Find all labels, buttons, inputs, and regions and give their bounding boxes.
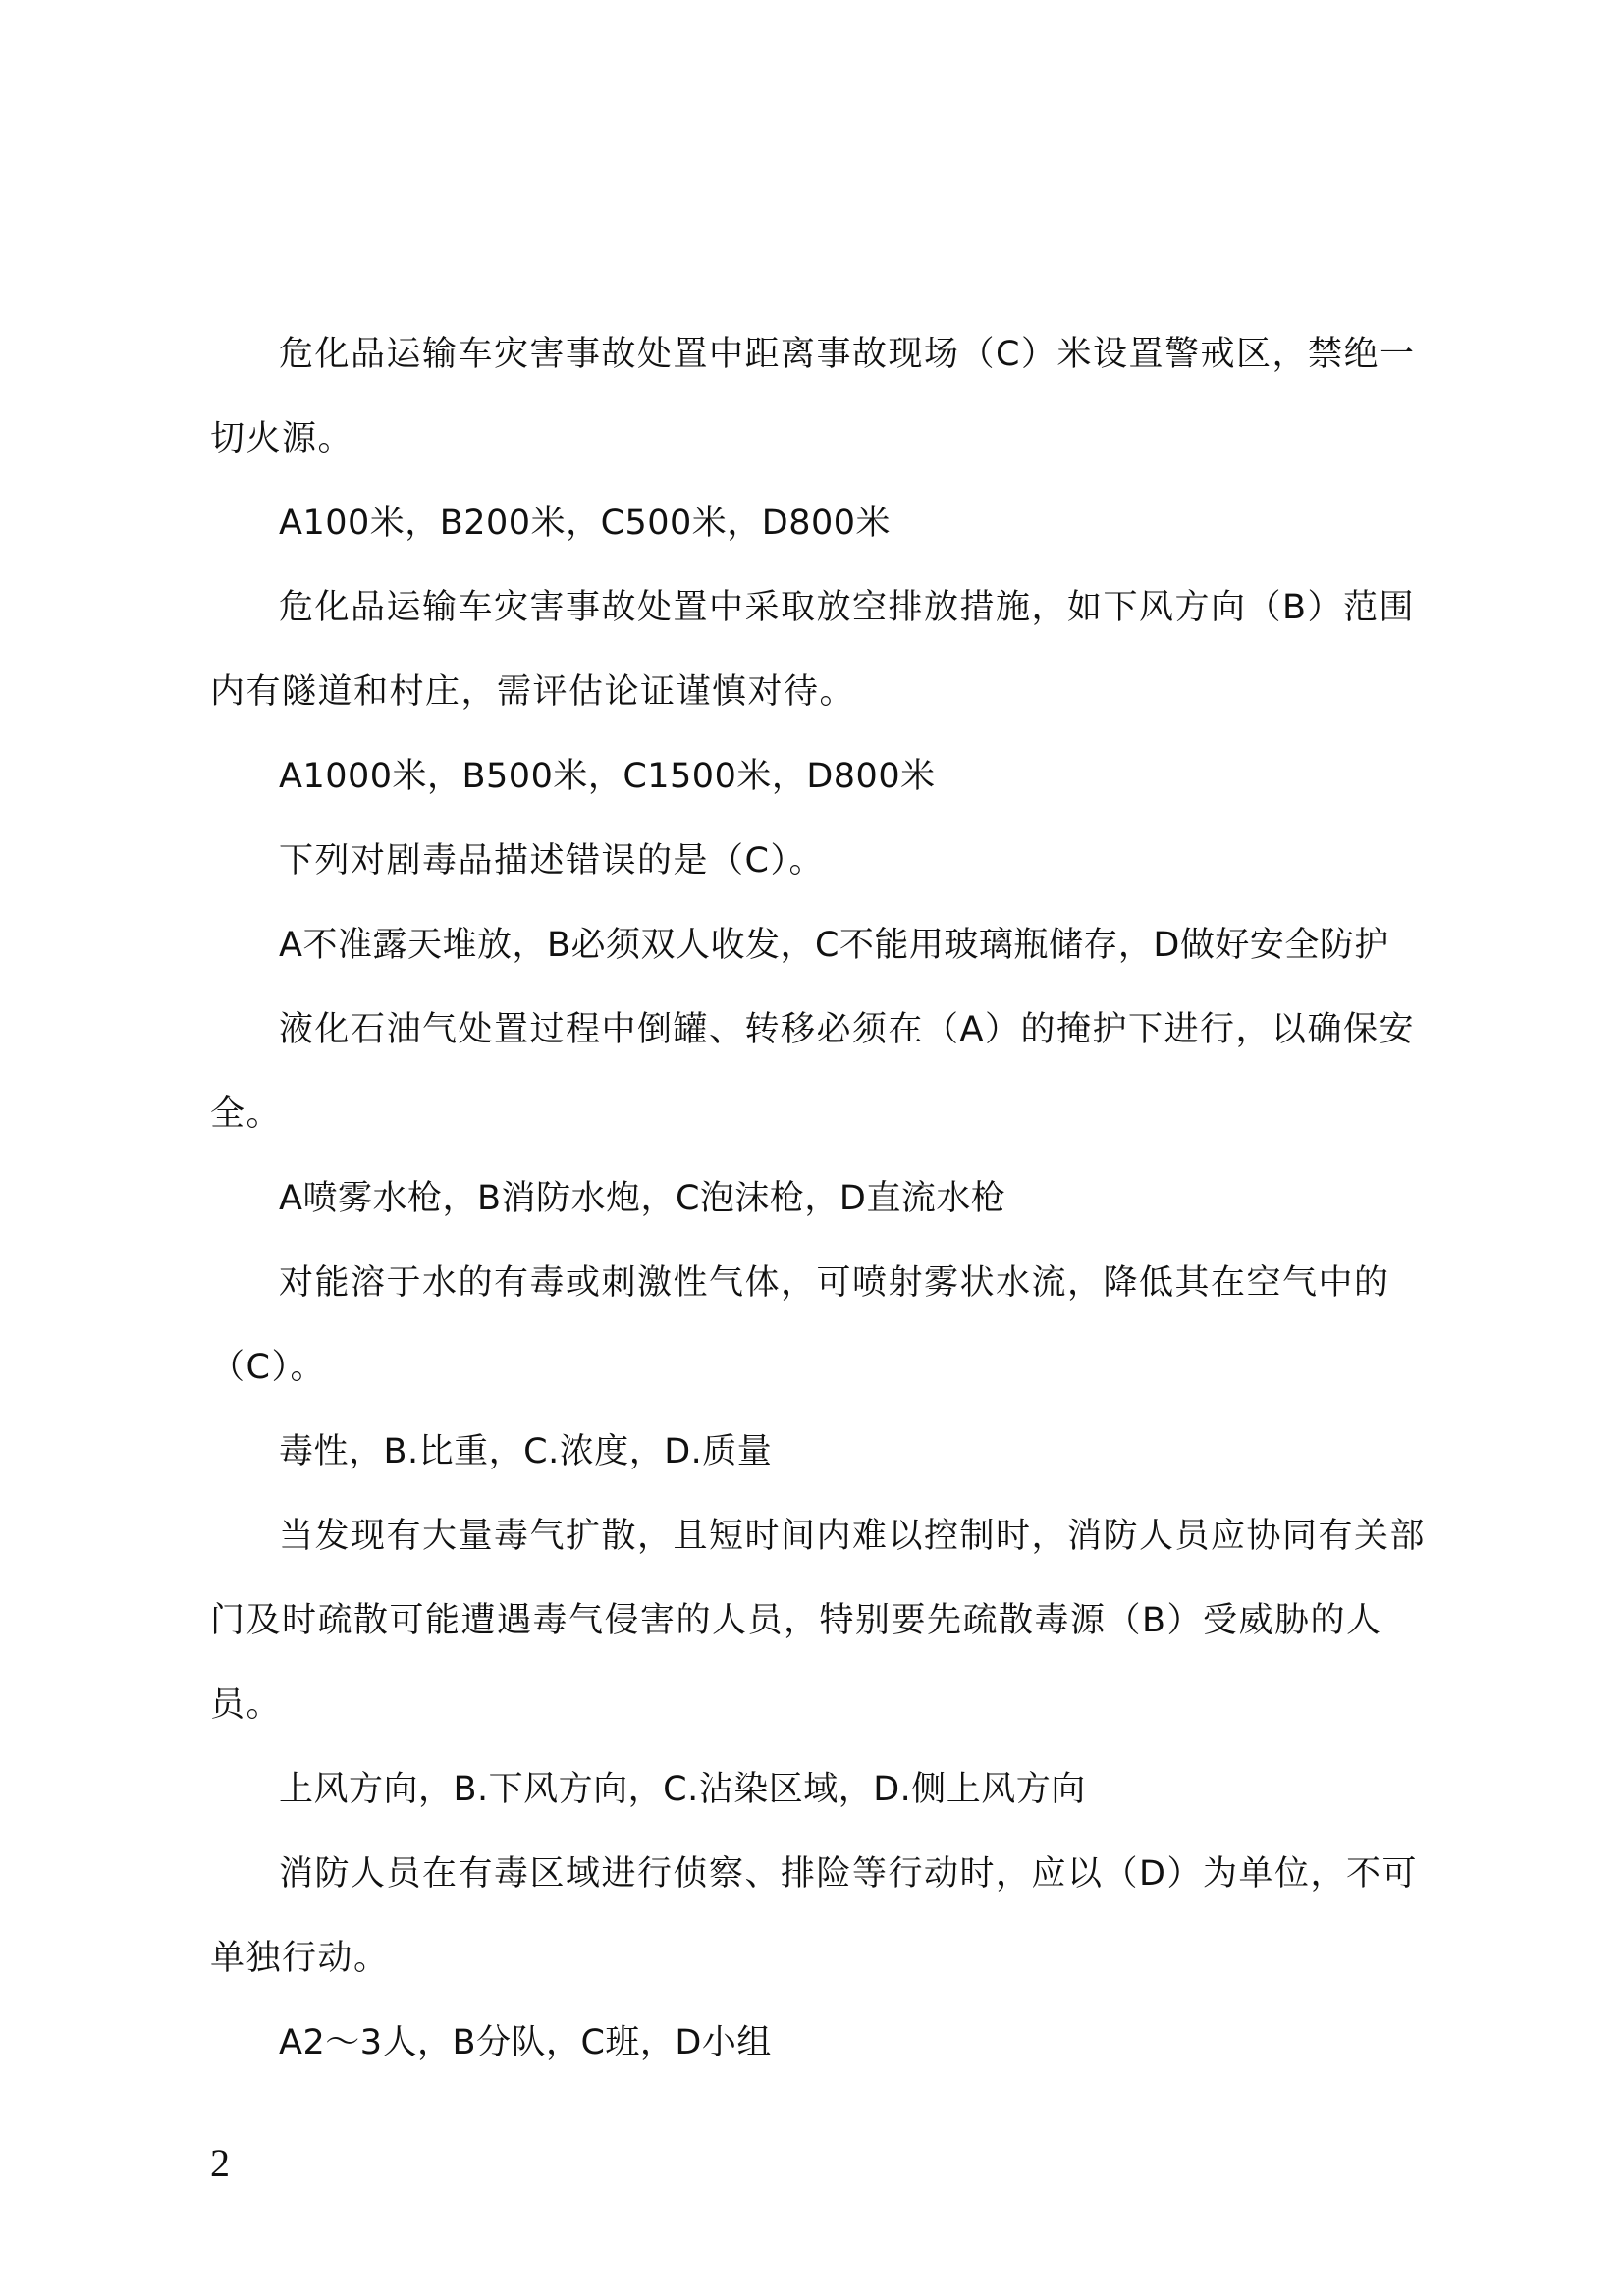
question-7: 消防人员在有毒区域进行侦察、排险等行动时，应以（D）为单位，不可单独行动。 <box>210 1854 1418 1978</box>
options-3: A不准露天堆放，B必须双人收发，C不能用玻璃瓶储存，D做好安全防护 <box>279 926 1389 965</box>
options-7: A2～3人，B分队，C班，D小组 <box>279 2023 772 2062</box>
options-1: A100米，B200米，C500米，D800米 <box>279 504 892 543</box>
question-3: 下列对剧毒品描述错误的是（C）。 <box>279 841 825 881</box>
options-2: A1000米，B500米，C1500米，D800米 <box>279 757 936 796</box>
question-1: 危化品运输车灾害事故处置中距离事故现场（C）米设置警戒区，禁绝一切火源。 <box>210 335 1416 458</box>
question-list <box>210 312 1428 2085</box>
question-4: 液化石油气处置过程中倒罐、转移必须在（A）的掩护下进行，以确保安全。 <box>210 1010 1415 1134</box>
page-number: 2 <box>210 2141 230 2185</box>
options-4: A喷雾水枪，B消防水炮，C泡沫枪，D直流水枪 <box>279 1179 1006 1218</box>
options-6: 上风方向，B.下风方向，C.沾染区域，D.侧上风方向 <box>279 1770 1086 1809</box>
question-6: 当发现有大量毒气扩散，且短时间内难以控制时，消防人员应协同有关部门及时疏散可能遭遇毒气侵害的人员，特别要先疏散毒源（B）受威胁的人员。 <box>210 1517 1427 1725</box>
question-2: 危化品运输车灾害事故处置中采取放空排放措施，如下风方向（B）范围内有隧道和村庄，需评估论证谨慎对待。 <box>210 588 1416 712</box>
options-5: 毒性，B.比重，C.浓度，D.质量 <box>279 1432 773 1471</box>
question-5: 对能溶于水的有毒或刺激性气体，可喷射雾状水流，降低其在空气中的（C）。 <box>210 1263 1390 1387</box>
